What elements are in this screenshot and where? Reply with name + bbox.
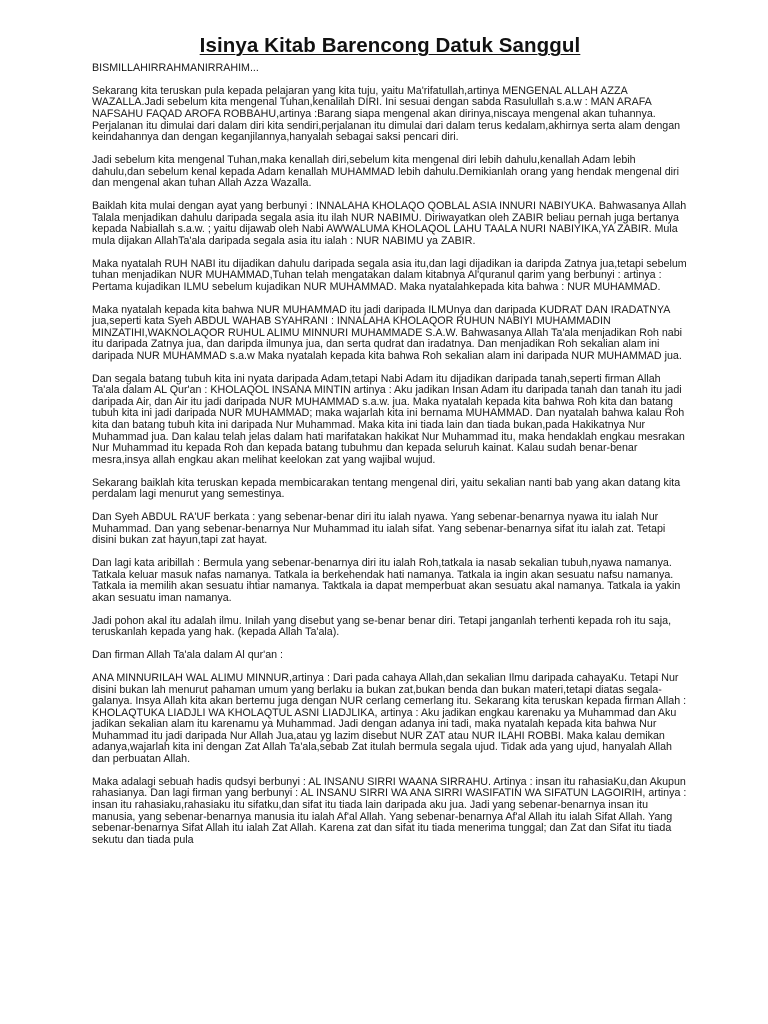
paragraph-2: Jadi sebelum kita mengenal Tuhan,maka kenallah diri,sebelum kita mengenal diri lebih dahulu,kenallah Adam lebih dahulu,dan sebelum kenal kepada Adam kenallah MUHAMMAD lebih dahulu.Demikianlah orang yang hendak mengenal diri dan mengenal akan tuhan Allah Azza Wazalla. bbox=[92, 154, 679, 190]
document-title: Isinya Kitab Barencong Datuk Sanggul bbox=[199, 34, 581, 57]
paragraph-7: Sekarang baiklah kita teruskan kepada membicarakan tentang mengenal diri, yaitu sekalian nanti bab yang akan datang kita perdalam lagi menurut yang semestinya. bbox=[92, 476, 681, 501]
paragraph-6: Dan segala batang tubuh kita ini nyata daripada Adam,tetapi Nabi Adam itu dijadikan daripada tanah,seperti firman Allah Ta'ala dalam AL Qur'an : KHOLAQOL INSANA MINTIN artinya : Aku jadikan Insan Adam itu daripada tanah dan tanah itu jadi daripada Air, dan Air itu jadi daripada NUR MUHAMMAD s.a.w. jua. Maka nyatalah kepada kita bahwa Roh kita dan batang tubuh kita ini jadi daripada NUR MUHAMMAD; maka wajarlah kita ini bernama MUHAMMAD. Dan nyatalah bahwa kalau Roh kita dan batang tubuh kita ini daripada Nur Muhammad. Maka kita ini tiada lain dan tiada bukan,pada Hakikatnya Nur Muhammad jua. Dan kalau telah jelas dalam hati marifatakan hakikat Nur Muhammad itu, maka hendaklah engkau mesrakan Nur Muhammad itu kepada Roh dan kepada batang tubuhmu dan kepada seluruh kainat. Kalau sudah benar-benar mesra,insya allah engkau akan melihat keelokan zat yang wajibal wujud. bbox=[92, 372, 685, 466]
paragraph-13: Maka adalagi sebuah hadis qudsyi berbunyi : AL INSANU SIRRI WAANA SIRRAHU. Artinya : insan itu rahasiaKu,dan Akupun rahasianya. Dan lagi firman yang berbunyi : AL INSANU SIRRI WA ANA SIRRI WASIFATIN WA SIFATUN LAGOIRIH, artinya : insan itu rahasiaku,rahasiaku itu sifatku,dan sifat itu tiada lain daripada aku jua. Jadi yang sebenar-benarnya insan itu manusia, yang sebenar-benarnya manusia itu ialah Af'al Allah. Yang sebenar-benarnya Af'al Allah itu ialah Sifat Allah. Yang sebenar-benarnya Sifat Allah itu ialah Zat Allah. Karena zat dan sifat itu tiada menerima tunggal; dan Zat dan Sifat itu tiada sekutu dan tiada pula bbox=[92, 775, 687, 846]
paragraph-9: Dan lagi kata aribillah : Bermula yang sebenar-benarnya diri itu ialah Roh,tatkala ia nasab sekalian tubuh,nyawa namanya. Tatkala keluar masuk nafas namanya. Tatkala ia berkehendak hati namanya. Tatkala ia ingin akan sesuatu nafsu namanya. Tatkala ia memilih akan sesuatu ihtiar namanya. Taktkala ia dapat memperbuat akan sesuatu akal namanya. Tatkala ia yakin akan sesuatu iman namanya. bbox=[92, 557, 681, 604]
paragraph-4: Maka nyatalah RUH NABI itu dijadikan dahulu daripada segala asia itu,dan lagi dijadikan ia daripda Zatnya jua,tetapi sebelum tuhan menjadikan NUR MUHAMMAD,Tuhan telah mengatakan dalam kitabnya Al'quranul qarim yang berbunyi : artinya : Pertama kujadikan ILMU sebelum kujadikan NUR MUHAMMAD. Maka nyatalahkepada kita bahwa : NUR MUHAMMAD. bbox=[92, 257, 687, 293]
paragraph-11: Dan firman Allah Ta'ala dalam Al qur'an : bbox=[92, 649, 284, 662]
paragraph-10: Jadi pohon akal itu adalah ilmu. Inilah yang disebut yang se-benar benar diri. Tetapi janganlah terhenti kepada roh itu saja, teruskanlah kepada yang hak. (kepada Allah Ta'ala). bbox=[92, 614, 672, 639]
paragraph-5: Maka nyatalah kepada kita bahwa NUR MUHAMMAD itu jadi daripada ILMUnya dan daripada KUDRAT DAN IRADATNYA jua,seperti kata Syeh ABDUL WAHAB SYAHRANI : INNALAHA KHOLAQOR RUHUN NABIYI MUHAMMADIN MINZATIHI,WAKNOLAQOR RUHUL ALIMU MINNURI MUHAMMADE S.A.W. Bahwasanya Allah Ta'ala menjadikan Roh nabi itu daripada Zatnya jua, dan daripda ilmunya jua, dan serta qudrat dan iradatnya. Dan menjadikan Roh sekalian alam ini daripada NUR MUHAMMAD s.a.w Maka nyatalah kepada kita bahwa Roh sekalian alam ini daripada NUR MUHAMMAD jua. bbox=[92, 303, 683, 362]
paragraph-basmalah: BISMILLAHIRRAHMANIRRAHIM... bbox=[92, 62, 259, 74]
paragraph-8: Dan Syeh ABDUL RA'UF berkata : yang sebenar-benar diri itu ialah nyawa. Yang sebenar-benarnya nyawa itu ialah Nur Muhammad. Dan yang sebenar-benarnya Nur Muhammad itu ialah sifat. Yang sebenar-benarnya sifat itu ialah zat. Tetapi disini bukan zat hayun,tapi zat hayat. bbox=[92, 511, 666, 547]
paragraph-1: Sekarang kita teruskan pula kepada pelajaran yang kita tuju, yaitu Ma'rifatullah,artinya MENGENAL ALLAH AZZA WAZALLA.Jadi sebelum kita mengenal Tuhan,kenalilah DIRI. Ini sesuai dengan sabda Rasulullah s.a.w : MAN ARAFA NAFSAHU FAQAD AROFA ROBBAHU,artinya :Barang siapa mengenal akan dirinya,niscaya mengenal akan tuhannya. Perjalanan itu dimulai dari dalam diri kita sendiri,perjalanan itu dimulai dari dalam terus kedalam,akhirnya serta alam dengan keindahannya dan dengan keganjilannya,hanyalah sebagai saksi pencari diri. bbox=[92, 84, 681, 144]
paragraph-3: Baiklah kita mulai dengan ayat yang berbunyi : INNALAHA KHOLAQO QOBLAL ASIA INNURI NABIYUKA. Bahwasanya Allah Talala menjadikan dahulu daripada segala asia itu ilah NUR NABIMU. Diriwayatkan oleh ZABIR beliau pernah juga bertanya kepada Nabiallah s.a.w. ; yaitu dijawab oleh Nabi AWWALUMA KHOLAQOL LAHU TAALA NURI NABIYIKA,YA ZABIR. Mula mula dijakan AllahTa'ala daripada segala asia itu ialah : NUR NABIMU ya ZABIR. bbox=[92, 200, 687, 247]
paragraph-12: ANA MINNURILAH WAL ALIMU MINNUR,artinya : Dari pada cahaya Allah,dan sekalian Ilmu daripada cahayaKu. Tetapi Nur disini bukan lah menurut pahaman umum yang berlaku ia bukan zat,bukan benda dan bukan materi,tetapi diatas segala-galanya. Insya Allah kita akan bertemu juga dengan NUR cerlang cemerlang itu. Sekarang kita teruskan kepada firman Allah : KHOLAQTUKA LIADJLI WA KHOLAQTUL ASNI LIADJLIKA, artinya : Aku jadikan engkau karenaku ya Muhammad dan Aku jadikan sekalian alam itu karenamu ya Muhammad. Jadi dengan adanya ini tadi, maka nyatalah kepada kita bahwa Nur Muhammad itu jadi daripada Nur Allah Jua,atau yg lazim disebut NUR ZAT atau NUR ILAHI ROBBI. Maka kalau demikan adanya,wajarlah kita ini dengan Zat Allah Ta'ala,sebab Zat itulah bermula segala ujud. Tidak ada yang ujud, hanyalah Allah dan perbuatan Allah. bbox=[92, 672, 687, 765]
